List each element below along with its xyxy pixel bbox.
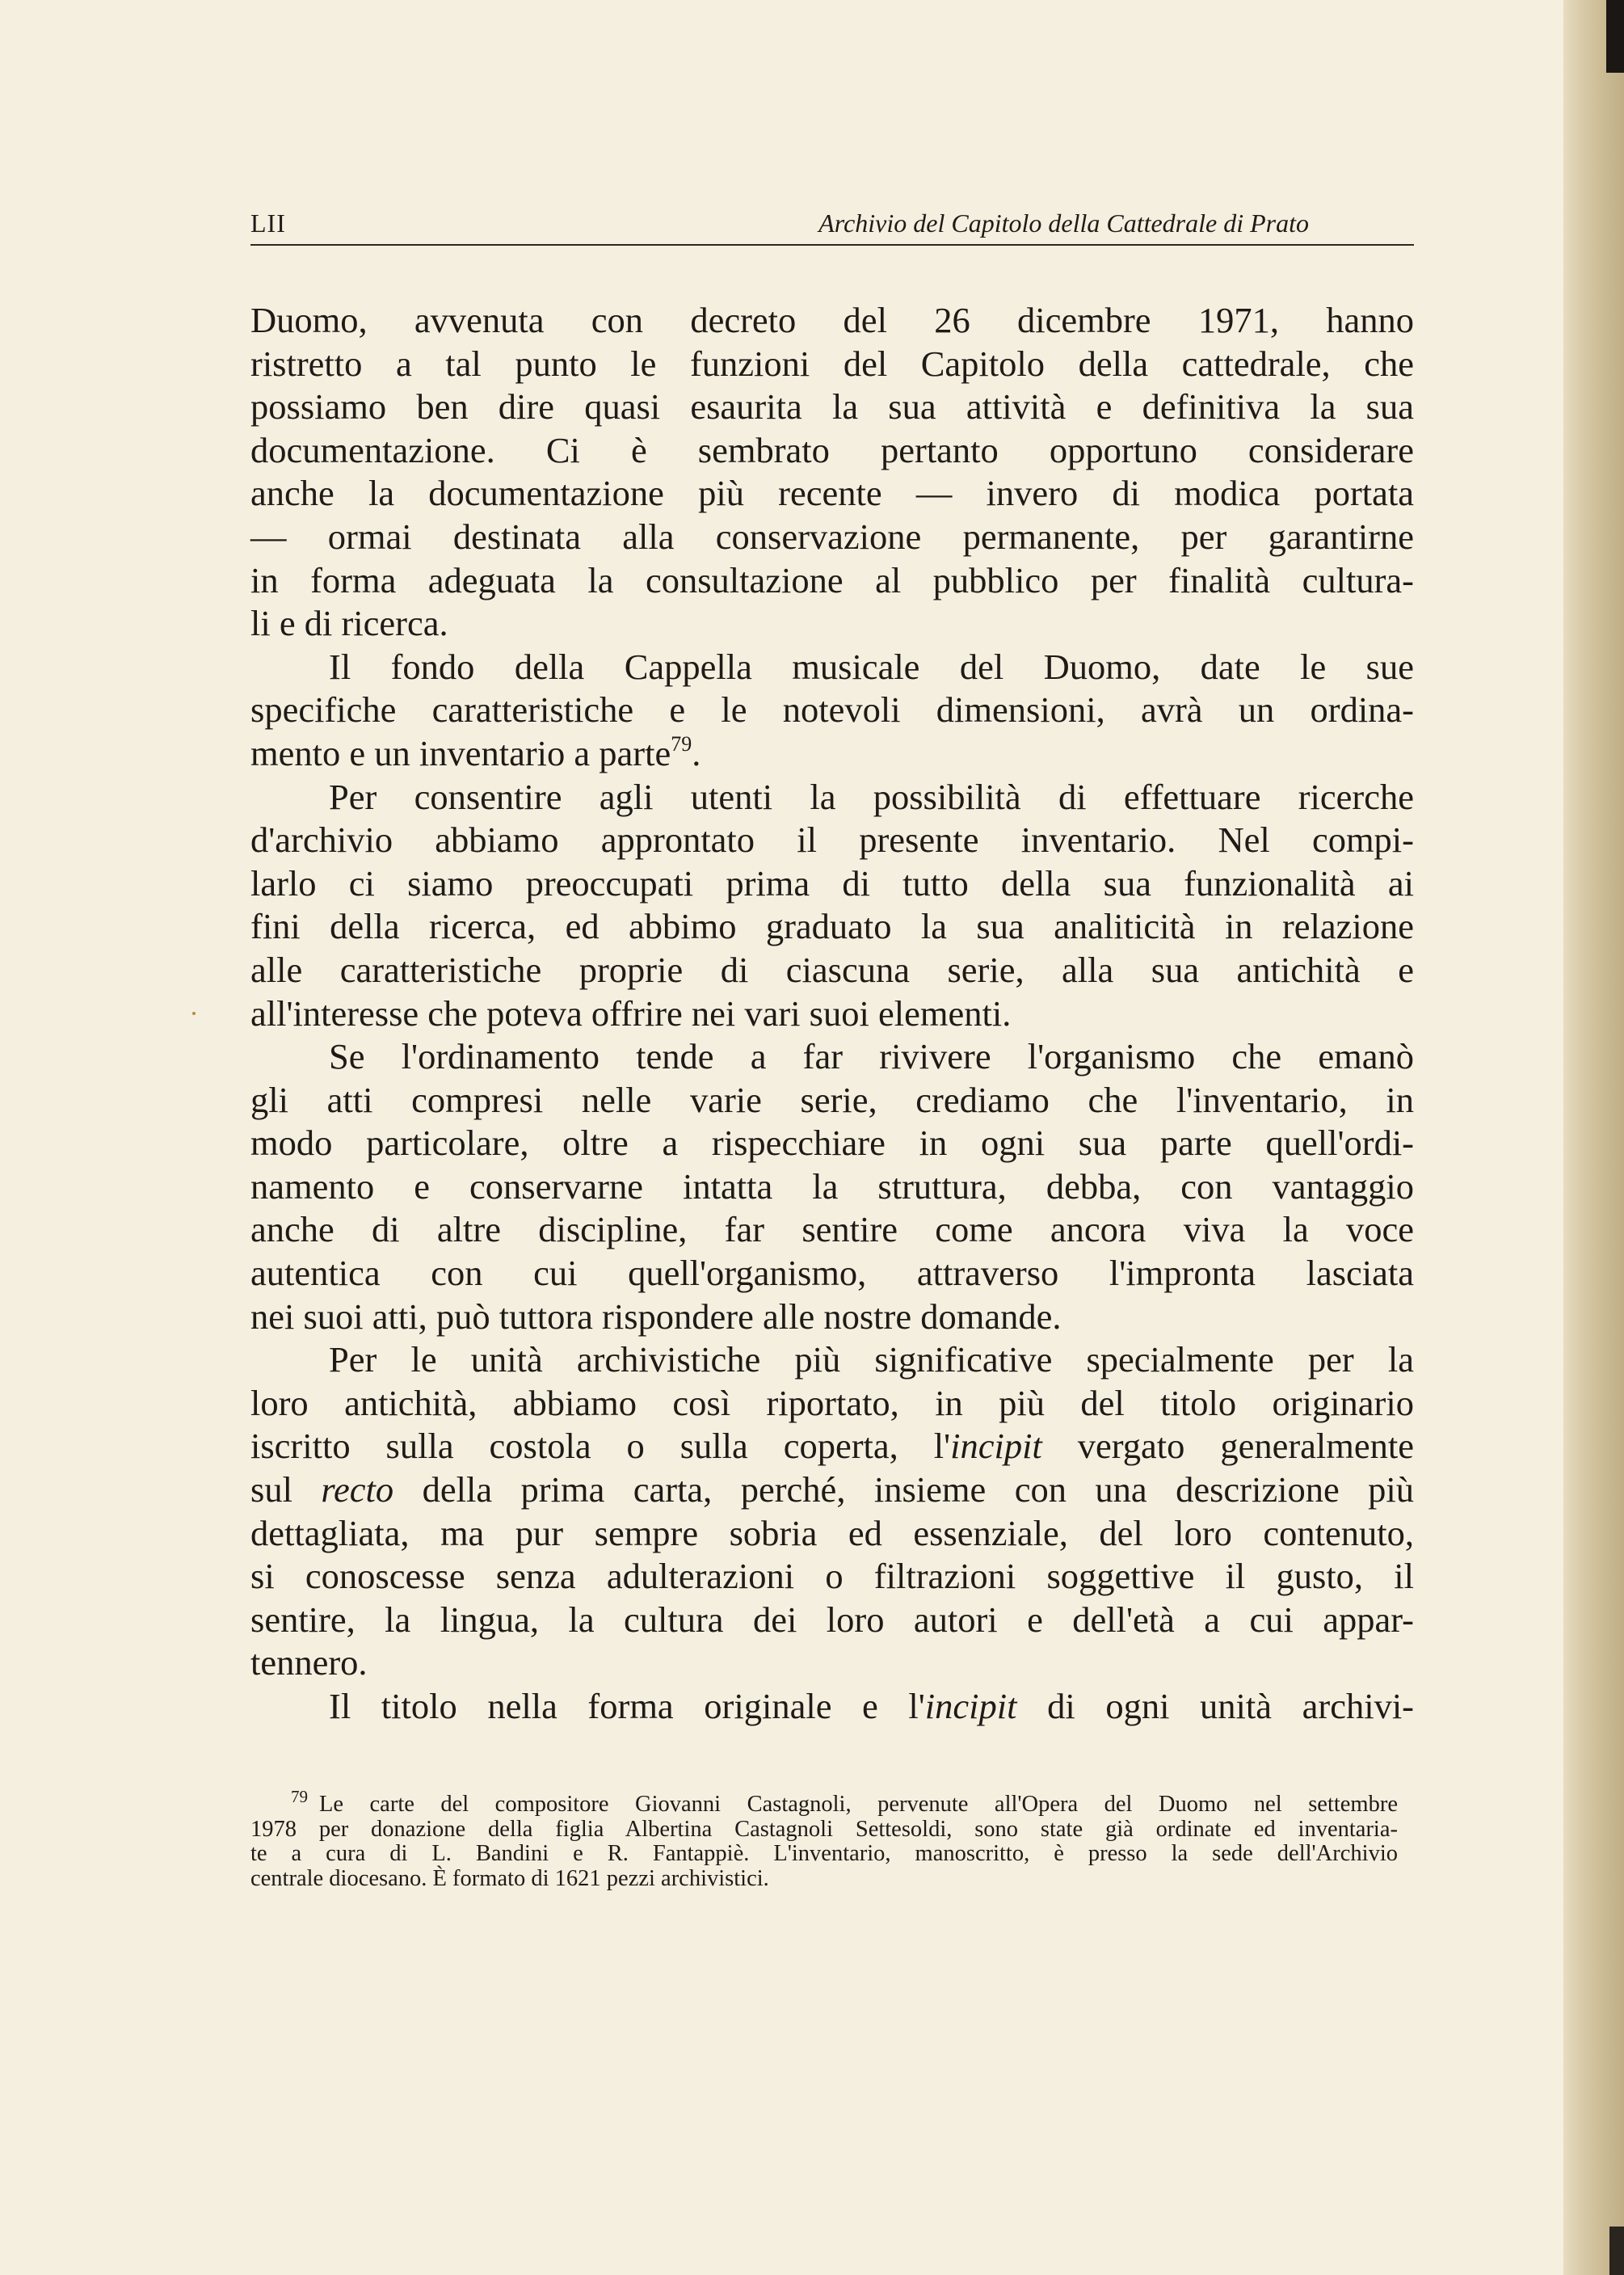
- text-line: sentire, la lingua, la cultura dei loro autori e dell'età a cui appar-: [250, 1599, 1414, 1640]
- text-line: specifiche caratteristiche e le notevoli dimensioni, avrà un ordina-: [250, 689, 1414, 731]
- text-line: autentica con cui quell'organismo, attraverso l'impronta lasciata: [250, 1253, 1414, 1294]
- footnote-line: 1978 per donazione della figlia Albertina Castagnoli Settesoldi, sono state già ordinate ed inventaria-: [250, 1816, 1398, 1842]
- running-head: [250, 209, 1414, 246]
- text-line: namento e conservarne intatta la struttura, debba, con vantaggio: [250, 1165, 1414, 1207]
- text-line: anche la documentazione più recente — invero di modica portata: [250, 473, 1414, 514]
- text-line: si conoscesse senza adulterazioni o filtrazioni soggettive il gusto, il: [250, 1556, 1414, 1597]
- running-title: Archivio del Capitolo della Cattedrale di Prato: [818, 209, 1309, 238]
- body-text: [250, 299, 1414, 1729]
- text-fragment: vergato generalmente: [1041, 1426, 1414, 1467]
- text-line: Il fondo della Cappella musicale del Duomo, date le sue: [329, 646, 1414, 687]
- footnote-line: [250, 1787, 1398, 1818]
- text-line: documentazione. Ci è sembrato pertanto opportuno considerare: [250, 429, 1414, 470]
- paper-speck: [192, 1012, 196, 1015]
- page-number: LII: [250, 209, 286, 238]
- text-line: fini della ricerca, ed abbimo graduato la sua analiticità in relazione: [250, 906, 1414, 947]
- text-line: alle caratteristiche proprie di ciascuna serie, alla sua antichità e: [250, 949, 1414, 990]
- text-fragment: mento e un inventario a parte: [250, 732, 671, 773]
- text-line: tennero.: [250, 1642, 368, 1683]
- text-line: larlo ci siamo preoccupati prima di tutto della sua funzionalità ai: [250, 862, 1414, 904]
- binding-edge: [1606, 0, 1624, 73]
- text-line: [250, 1468, 1414, 1512]
- text-line: nei suoi atti, può tuttora rispondere alle nostre domande.: [250, 1295, 1062, 1337]
- text-line: Per consentire agli utenti la possibilità di effettuare ricerche: [329, 776, 1414, 817]
- footnotes: [250, 1787, 1398, 1891]
- text-fragment: sul: [250, 1469, 322, 1510]
- text-line: [250, 1425, 1414, 1468]
- text-line: [250, 732, 1414, 776]
- text-line: Per le unità archivistiche più significative specialmente per la: [329, 1339, 1414, 1380]
- text-line: ristretto a tal punto le funzioni del Capitolo della cattedrale, che: [250, 343, 1414, 384]
- text-fragment: .: [692, 732, 701, 773]
- footnote-line: centrale diocesano. È formato di 1621 pezzi archivistici.: [250, 1865, 769, 1891]
- text-fragment: iscritto sulla costola o sulla coperta, l': [250, 1426, 951, 1467]
- text-line: loro antichità, abbiamo così riportato, in più del titolo originario: [250, 1382, 1414, 1423]
- text-line: li e di ricerca.: [250, 603, 448, 644]
- text-fragment: della prima carta, perché, insieme con una descrizione più: [393, 1469, 1414, 1510]
- book-gutter: [1563, 0, 1624, 2275]
- text-line: dettagliata, ma pur sempre sobria ed essenziale, del loro contenuto,: [250, 1512, 1414, 1553]
- text-line: [250, 1685, 1414, 1729]
- text-line: Se l'ordinamento tende a far rivivere l'organismo che emanò: [329, 1036, 1414, 1077]
- italic-term: incipit: [950, 1426, 1042, 1467]
- footnote-reference[interactable]: 79: [671, 731, 692, 756]
- italic-term: recto: [321, 1469, 394, 1510]
- binding-edge: [1609, 2227, 1624, 2275]
- text-line: Duomo, avvenuta con decreto del 26 dicembre 1971, hanno: [250, 300, 1414, 340]
- text-line: anche di altre discipline, far sentire come ancora viva la voce: [250, 1209, 1414, 1250]
- italic-term: incipit: [924, 1686, 1017, 1726]
- footnote-text: Le carte del compositore Giovanni Castagnoli, pervenute all'Opera del Duomo nel settembre: [319, 1792, 1398, 1817]
- footnote-line: te a cura di L. Bandini e R. Fantappiè. L'inventario, manoscritto, è presso la sede dell'Archivio: [250, 1841, 1398, 1866]
- text-fragment: Il titolo nella forma originale e l': [329, 1686, 925, 1726]
- text-line: all'interesse che poteva offrire nei vari suoi elementi.: [250, 992, 1012, 1034]
- footnote-number: 79: [291, 1787, 308, 1806]
- text-line: in forma adeguata la consultazione al pubblico per finalità cultura-: [250, 559, 1414, 600]
- text-line: — ormai destinata alla conservazione permanente, per garantirne: [250, 516, 1414, 557]
- text-fragment: di ogni unità archivi-: [1016, 1686, 1415, 1726]
- text-line: d'archivio abbiamo approntato il presente inventario. Nel compi-: [250, 819, 1414, 861]
- text-line: possiamo ben dire quasi esaurita la sua attività e definitiva la sua: [250, 386, 1414, 428]
- text-line: modo particolare, oltre a rispecchiare in ogni sua parte quell'ordi-: [250, 1123, 1414, 1164]
- text-line: gli atti compresi nelle varie serie, crediamo che l'inventario, in: [250, 1079, 1414, 1120]
